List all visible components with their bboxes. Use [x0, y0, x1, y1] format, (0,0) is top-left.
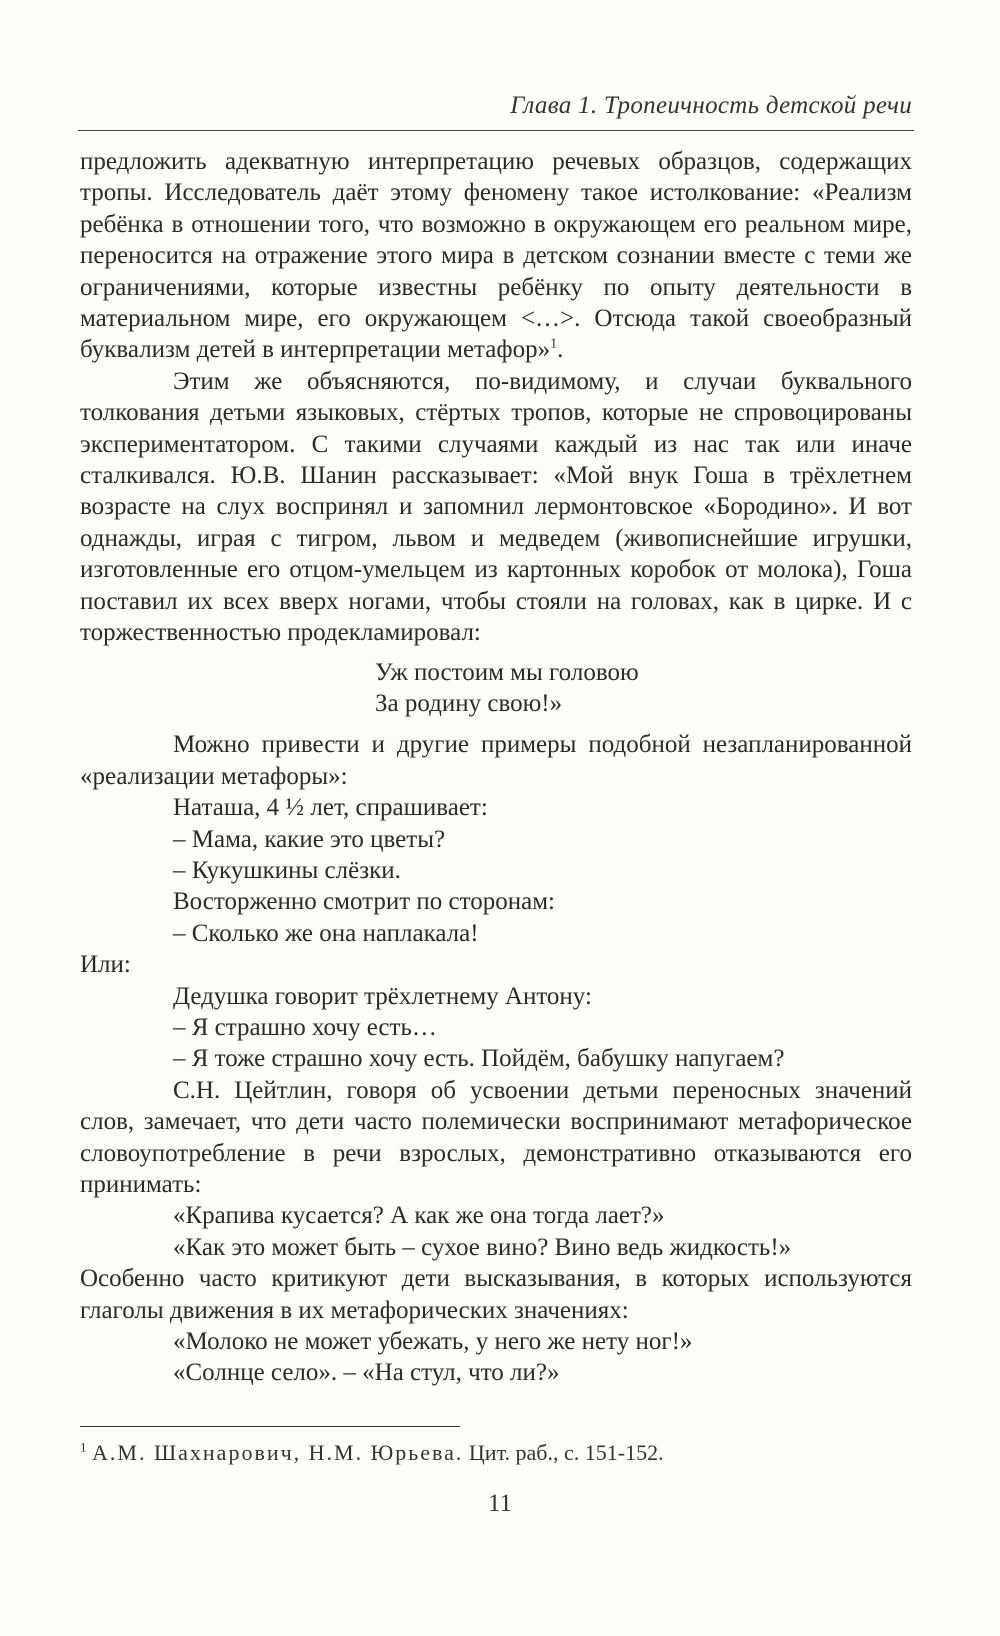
- footnote: [80, 1440, 664, 1466]
- page-number: 11: [487, 1490, 513, 1517]
- header-rule: [78, 130, 914, 131]
- footnote-citation: Цит. раб., с. 151-152.: [468, 1440, 664, 1465]
- footnote-marker: 1: [80, 1439, 87, 1455]
- quote-line: «Молоко не может убежать, у него же нету ног!»: [173, 1328, 693, 1356]
- dialog-line: – Кукушкины слёзки.: [173, 856, 401, 884]
- dialog-line: Дедушка говорит трёхлетнему Антону:: [173, 982, 592, 1010]
- quote-line: «Солнце село». – «На стул, что ли?»: [173, 1359, 560, 1387]
- dialog-line: – Я страшно хочу есть…: [173, 1013, 437, 1041]
- dialog-line: – Я тоже страшно хочу есть. Пойдём, бабушку напугаем?: [173, 1045, 785, 1073]
- dialog-line: Восторженно смотрит по сторонам:: [173, 888, 555, 916]
- paragraph-1: [80, 146, 912, 366]
- paragraph-2: Этим же объясняются, по-видимому, и случаи буквального толкования детьми языковых, стёртых тропов, которые не спровоцированы экспериментатором. С такими случаями каждый из нас так или иначе сталкивался. Ю.В. Шанин рассказывает: «Мой внук Гоша в трёхлетнем возрасте на слух воспринял и запомнил лермонтовское «Бородино». И вот однажды, играя с тигром, львом и медведем (живописнейшие игрушки, изготовленные его отцом-умельцем из картонных коробок от молока), Гоша поставил их всех вверх ногами, чтобы стояли на головах, как в цирке. И с торжественностью продекламировал:: [80, 367, 912, 647]
- paragraph-4: С.Н. Цейтлин, говоря об усвоении детьми переносных значений слов, замечает, что дети часто полемически воспринимают метафорическое словоупотребление в речи взрослых, демонстративно отказываются его принимать:: [80, 1076, 912, 1198]
- or-label: Или:: [80, 951, 131, 979]
- footnote-authors: А.М. Шахнарович, Н.М. Юрьева.: [92, 1440, 464, 1465]
- quote-line: «Крапива кусается? А как же она тогда лает?»: [173, 1202, 665, 1230]
- dialog-line: – Сколько же она наплакала!: [173, 919, 479, 947]
- paragraph-5: Особенно часто критикуют дети высказывания, в которых используются глаголы движения в их метафорических значениях:: [80, 1265, 912, 1324]
- footnote-reference: 1: [550, 337, 558, 353]
- dialog-line: – Мама, какие это цветы?: [173, 825, 446, 853]
- paragraph-1-text: предложить адекватную интерпретацию речевых образцов, содержащих тропы. Исследователь даёт этому феномену такое истолкование: «Реализм ребёнка в отношении того, что возможно в окружающем его реальном мире, переносится на отражение этого мира в детском сознании вместе с теми же ограничениями, которые известны ребёнку по опыту деятельности в материальном мире, его окружающем <…>. Отсюда такой своеобразный буквализм детей в интерпретации метафор»: [80, 148, 912, 364]
- dialog-line: Наташа, 4 ½ лет, спрашивает:: [173, 794, 488, 822]
- verse-line: За родину свою!»: [375, 689, 563, 717]
- footnote-rule: [80, 1426, 460, 1427]
- quote-line: «Как это может быть – сухое вино? Вино ведь жидкость!»: [173, 1233, 792, 1261]
- paragraph-3: Можно привести и другие примеры подобной незапланированной «реализации метафоры»:: [80, 731, 912, 790]
- running-title: Глава 1. Тропеичность детской речи: [510, 92, 912, 119]
- main-text: [80, 146, 912, 1389]
- paragraph-1-end: .: [557, 336, 564, 364]
- verse-quote: [80, 657, 912, 720]
- verse-line: Уж постоим мы головою: [375, 658, 639, 686]
